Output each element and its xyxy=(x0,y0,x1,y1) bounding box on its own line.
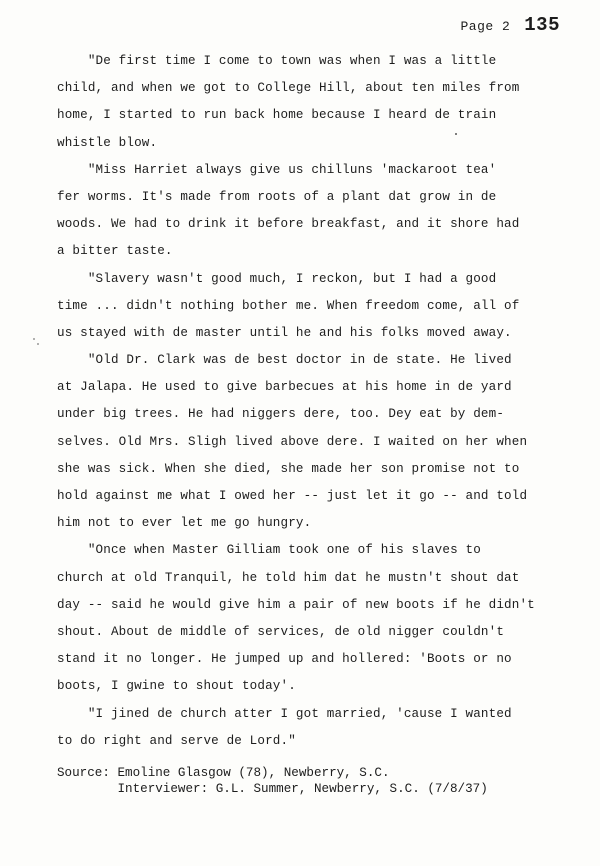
text-line: whistle blow. xyxy=(57,135,158,150)
text-line: selves. Old Mrs. Sligh lived above dere. I waited on her when xyxy=(57,434,528,449)
text-line: under big trees. He had niggers dere, too. Dey eat by dem- xyxy=(57,407,505,422)
text-line: fer worms. It's made from roots of a plant dat grow in de xyxy=(57,189,497,204)
text-line: church at old Tranquil, he told him dat he mustn't shout dat xyxy=(57,570,520,585)
text-line: day -- said he would give him a pair of new boots if he didn't xyxy=(57,597,535,612)
source-citation xyxy=(57,765,577,797)
text-line: shout. About de middle of services, de old nigger couldn't xyxy=(57,624,505,639)
text-line: at Jalapa. He used to give barbecues at his home in de yard xyxy=(57,380,512,395)
text-line: "Once when Master Gilliam took one of his slaves to xyxy=(57,543,481,558)
text-line: home, I started to run back home because I heard de train xyxy=(57,108,497,123)
text-line: "De first time I come to town was when I was a little xyxy=(57,54,497,68)
text-line: him not to ever let me go hungry. xyxy=(57,516,312,531)
text-line: "Slavery wasn't good much, I reckon, but I had a good xyxy=(57,271,497,286)
text-line: "I jined de church atter I got married, 'cause I wanted xyxy=(57,706,512,721)
paper-speck xyxy=(37,343,39,345)
text-line: to do right and serve de Lord." xyxy=(57,733,296,748)
paper-speck xyxy=(33,338,35,340)
text-line: time ... didn't nothing bother me. When freedom come, all of xyxy=(57,298,520,313)
text-line: us stayed with de master until he and his folks moved away. xyxy=(57,325,512,340)
text-line: a bitter taste. xyxy=(57,244,173,259)
text-line: boots, I gwine to shout today'. xyxy=(57,679,296,694)
text-line: she was sick. When she died, she made her son promise not to xyxy=(57,461,520,476)
page-label: Page 2 xyxy=(460,19,511,34)
text-line: hold against me what I owed her -- just let it go -- and told xyxy=(57,489,528,503)
text-line: stand it no longer. He jumped up and hollered: 'Boots or no xyxy=(57,652,512,667)
paper-speck xyxy=(455,133,457,135)
text-line: "Old Dr. Clark was de best doctor in de state. He lived xyxy=(57,353,512,368)
source-line: Source: Emoline Glasgow (78), Newberry, S.C. xyxy=(57,766,390,780)
text-line: woods. We had to drink it before breakfast, and it shore had xyxy=(57,217,520,232)
page-header xyxy=(460,14,560,36)
page-number: 135 xyxy=(524,14,560,36)
interviewer-line: Interviewer: G.L. Summer, Newberry, S.C. (7/8/37) xyxy=(57,782,488,796)
narrative-text xyxy=(57,48,557,755)
text-line: "Miss Harriet always give us chilluns 'mackaroot tea' xyxy=(57,162,497,177)
text-line: child, and when we got to College Hill, about ten miles from xyxy=(57,81,520,96)
